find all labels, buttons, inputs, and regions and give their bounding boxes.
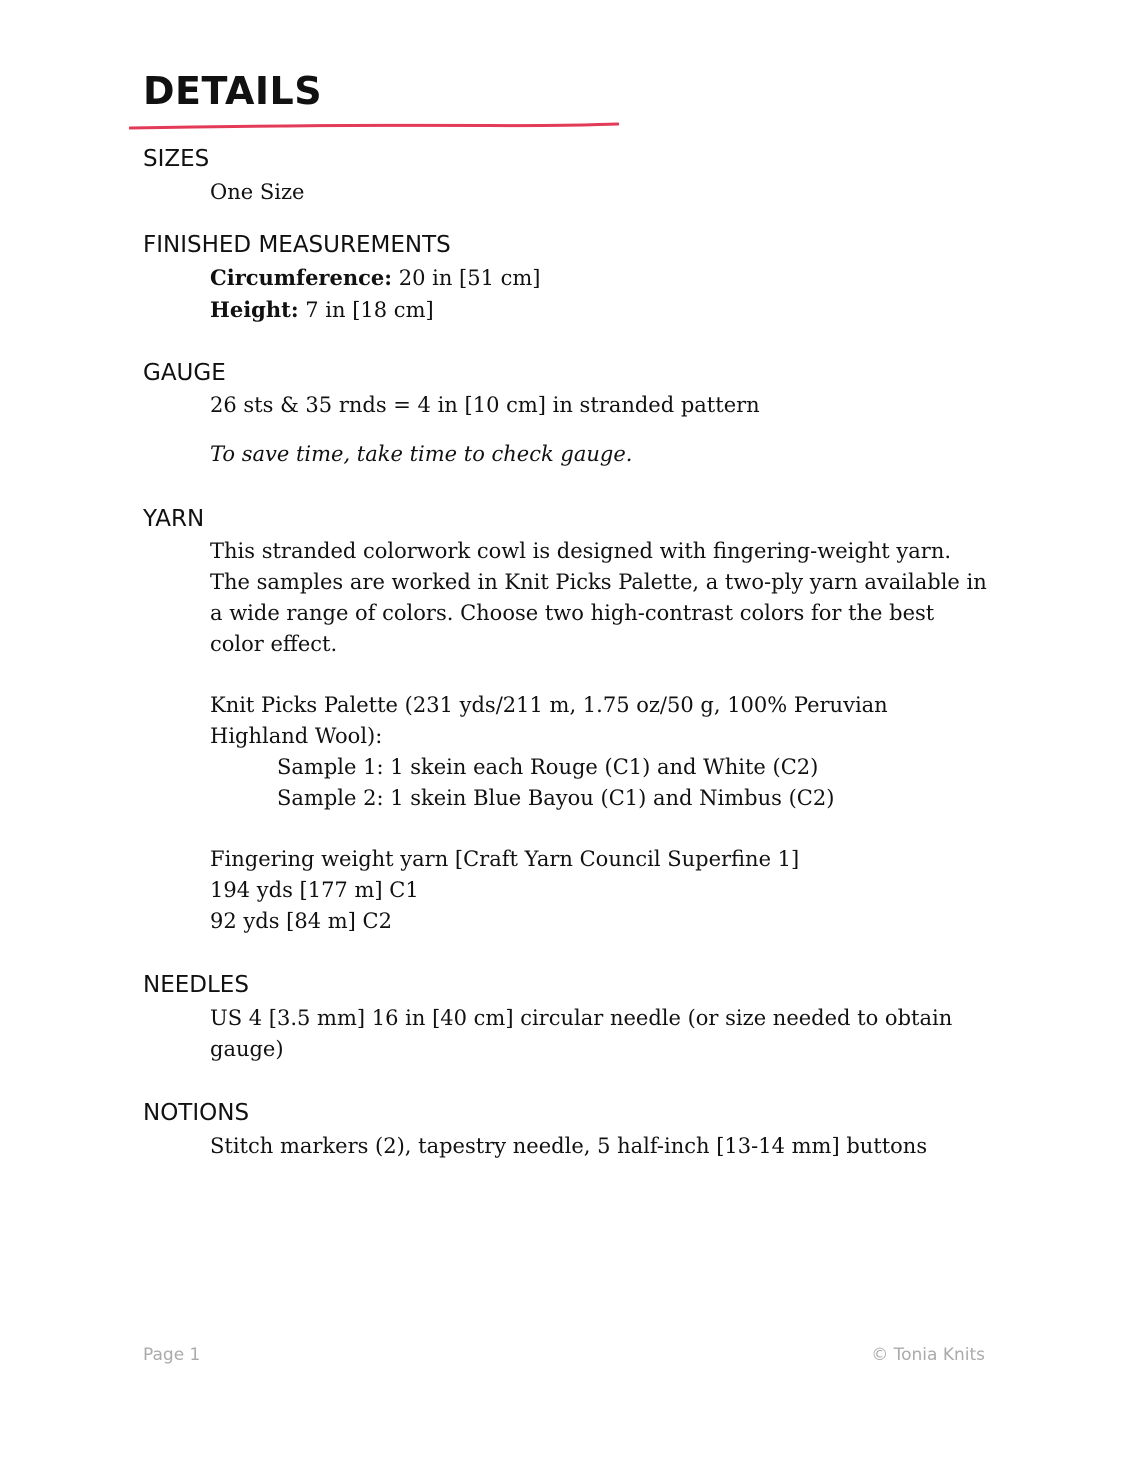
notions-content — [210, 1131, 995, 1162]
height-value: 7 in [18 cm] — [298, 298, 434, 322]
finished-measurements-content — [210, 262, 995, 326]
yarn-sample-1: Sample 1: 1 skein each Rouge (C1) and White (C2) — [277, 755, 819, 779]
page-number: Page 1 — [143, 1345, 201, 1365]
needles-value: US 4 [3.5 mm] 16 in [40 cm] circular needle (or size needed to obtain gauge) — [210, 1006, 953, 1061]
page-title: DETAILS — [143, 69, 323, 113]
needles-heading: NEEDLES — [143, 972, 249, 998]
gauge-note-block — [210, 439, 995, 470]
copyright: © Tonia Knits — [871, 1345, 985, 1365]
gauge-heading: GAUGE — [143, 360, 226, 386]
yarn-sample-2: Sample 2: 1 skein Blue Bayou (C1) and Nimbus (C2) — [277, 786, 835, 810]
sizes-value: One Size — [210, 180, 305, 204]
finished-measurements-heading: FINISHED MEASUREMENTS — [143, 232, 451, 258]
gauge-content — [210, 390, 995, 421]
height-row — [210, 294, 995, 326]
circumference-label: Circumference: — [210, 265, 393, 290]
sizes-heading: SIZES — [143, 146, 210, 172]
gauge-note: To save time, take time to check gauge. — [210, 442, 633, 466]
yarn-c1-amount: 194 yds [177 m] C1 — [210, 878, 419, 902]
height-label: Height: — [210, 297, 299, 322]
yarn-description: This stranded colorwork cowl is designed with fingering-weight yarn. The samples are worked in Knit Picks Palette, a two-ply yarn available in a wide range of colors. Choose two high-contrast colors for the best color effect. — [210, 539, 987, 656]
sizes-content — [210, 177, 995, 208]
circumference-value: 20 in [51 cm] — [392, 266, 541, 290]
notions-value: Stitch markers (2), tapestry needle, 5 half-inch [13-14 mm] buttons — [210, 1134, 928, 1158]
yarn-heading: YARN — [143, 506, 205, 532]
needles-content — [210, 1003, 970, 1065]
title-underline — [129, 118, 619, 132]
yarn-brand-line: Knit Picks Palette (231 yds/211 m, 1.75 oz/50 g, 100% Peruvian Highland Wool): — [210, 693, 888, 748]
notions-heading: NOTIONS — [143, 1100, 250, 1126]
yarn-weight-line: Fingering weight yarn [Craft Yarn Council Superfine 1] — [210, 847, 800, 871]
yarn-weight-block — [210, 844, 995, 937]
title-underline-stroke — [130, 124, 618, 128]
yarn-brand-block — [210, 690, 990, 814]
circumference-row — [210, 262, 995, 294]
gauge-value: 26 sts & 35 rnds = 4 in [10 cm] in stranded pattern — [210, 393, 760, 417]
yarn-c2-amount: 92 yds [84 m] C2 — [210, 909, 392, 933]
yarn-description-block — [210, 536, 990, 660]
